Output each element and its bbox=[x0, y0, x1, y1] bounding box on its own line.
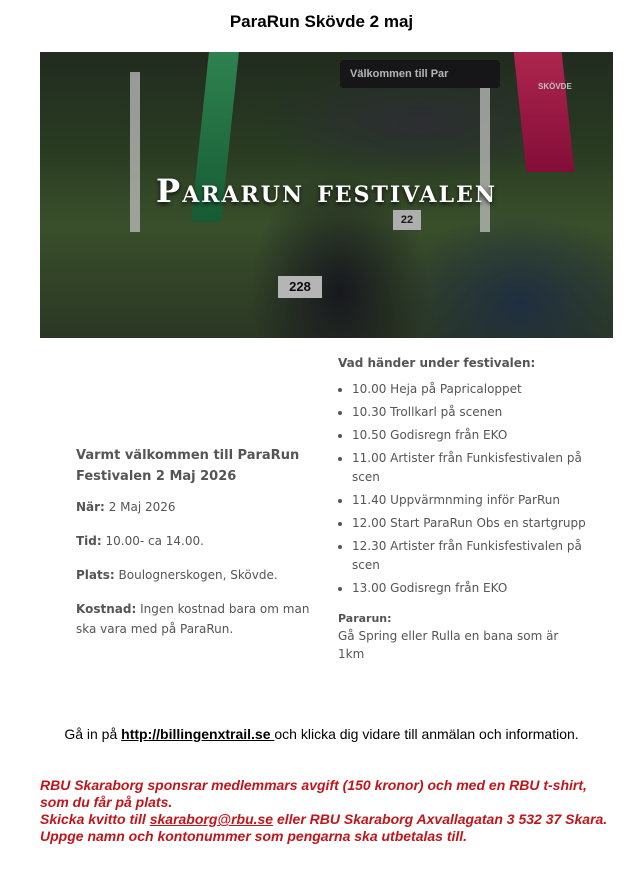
time-label: Tid: bbox=[76, 534, 102, 548]
cost-label: Kostnad: bbox=[76, 602, 137, 616]
schedule-item: • 12.00 Start ParaRun Obs en startgrupp bbox=[352, 514, 588, 533]
race-bib: 228 bbox=[278, 276, 322, 298]
schedule-heading: Vad händer under festivalen: bbox=[338, 356, 536, 370]
place-row bbox=[76, 565, 321, 585]
pararun-text: Gå Spring eller Rulla en bana som är 1km bbox=[338, 629, 559, 661]
pararun-label: Pararun: bbox=[338, 612, 392, 625]
banner-text: Välkommen till Par bbox=[350, 68, 449, 80]
hero-image bbox=[40, 52, 613, 338]
when-label: När: bbox=[76, 500, 105, 514]
info-line bbox=[0, 726, 643, 742]
sponsor-after: eller RBU Skaraborg Axvallagatan 3 532 37 Skara. Uppge namn och kontonummer som pengarna ska utbetalas till. bbox=[40, 811, 608, 844]
hero-heading: Pararun festivalen bbox=[156, 172, 497, 210]
time-row bbox=[76, 531, 321, 551]
place-value: Boulognerskogen, Skövde. bbox=[118, 568, 278, 582]
sponsor-before: Skicka kvitto till bbox=[40, 811, 150, 827]
info-after: och klicka dig vidare till anmälan och information. bbox=[274, 726, 579, 742]
schedule-item: • 11.00 Artister från Funkisfestivalen på scen bbox=[352, 449, 588, 487]
email-link[interactable]: skaraborg@rbu.se bbox=[149, 811, 274, 827]
race-bib: 22 bbox=[393, 210, 421, 230]
place-label: Plats: bbox=[76, 568, 115, 582]
schedule-item: • 13.00 Godisregn från EKO bbox=[352, 579, 588, 598]
when-value: 2 Maj 2026 bbox=[108, 500, 176, 514]
billingen-link[interactable]: http://billingenxtrail.se bbox=[121, 726, 275, 742]
cost-value: Ingen kostnad bara om man ska vara med på ParaRun. bbox=[76, 602, 310, 636]
schedule-item: • 10.50 Godisregn från EKO bbox=[352, 426, 588, 445]
schedule-item: • 10.30 Trollkarl på scenen bbox=[352, 403, 588, 422]
info-before: Gå in på bbox=[64, 726, 122, 742]
time-value: 10.00- ca 14.00. bbox=[105, 534, 204, 548]
page-title: ParaRun Skövde 2 maj bbox=[229, 12, 414, 31]
sponsor-line-1: RBU Skaraborg sponsrar medlemmars avgift (150 kronor) och med en RBU t-shirt, som du får på plats. bbox=[40, 777, 587, 810]
sponsor-line-2 bbox=[40, 811, 615, 845]
welcome-text: Varmt välkommen till ParaRun Festivalen 2 Maj 2026 bbox=[76, 448, 300, 484]
sponsor-notice bbox=[40, 777, 615, 845]
cost-row bbox=[76, 599, 321, 639]
event-details bbox=[76, 445, 321, 653]
festival-schedule bbox=[338, 356, 588, 663]
skovde-logo: SKÖVDE bbox=[538, 82, 572, 91]
schedule-item: • 12.30 Artister från Funkisfestivalen på scen bbox=[352, 537, 588, 575]
schedule-item: • 10.00 Heja på Papricaloppet bbox=[352, 380, 588, 399]
when-row bbox=[76, 497, 321, 517]
schedule-item: • 11.40 Uppvärmnming inför ParRun bbox=[352, 491, 588, 510]
schedule-list bbox=[338, 380, 588, 598]
